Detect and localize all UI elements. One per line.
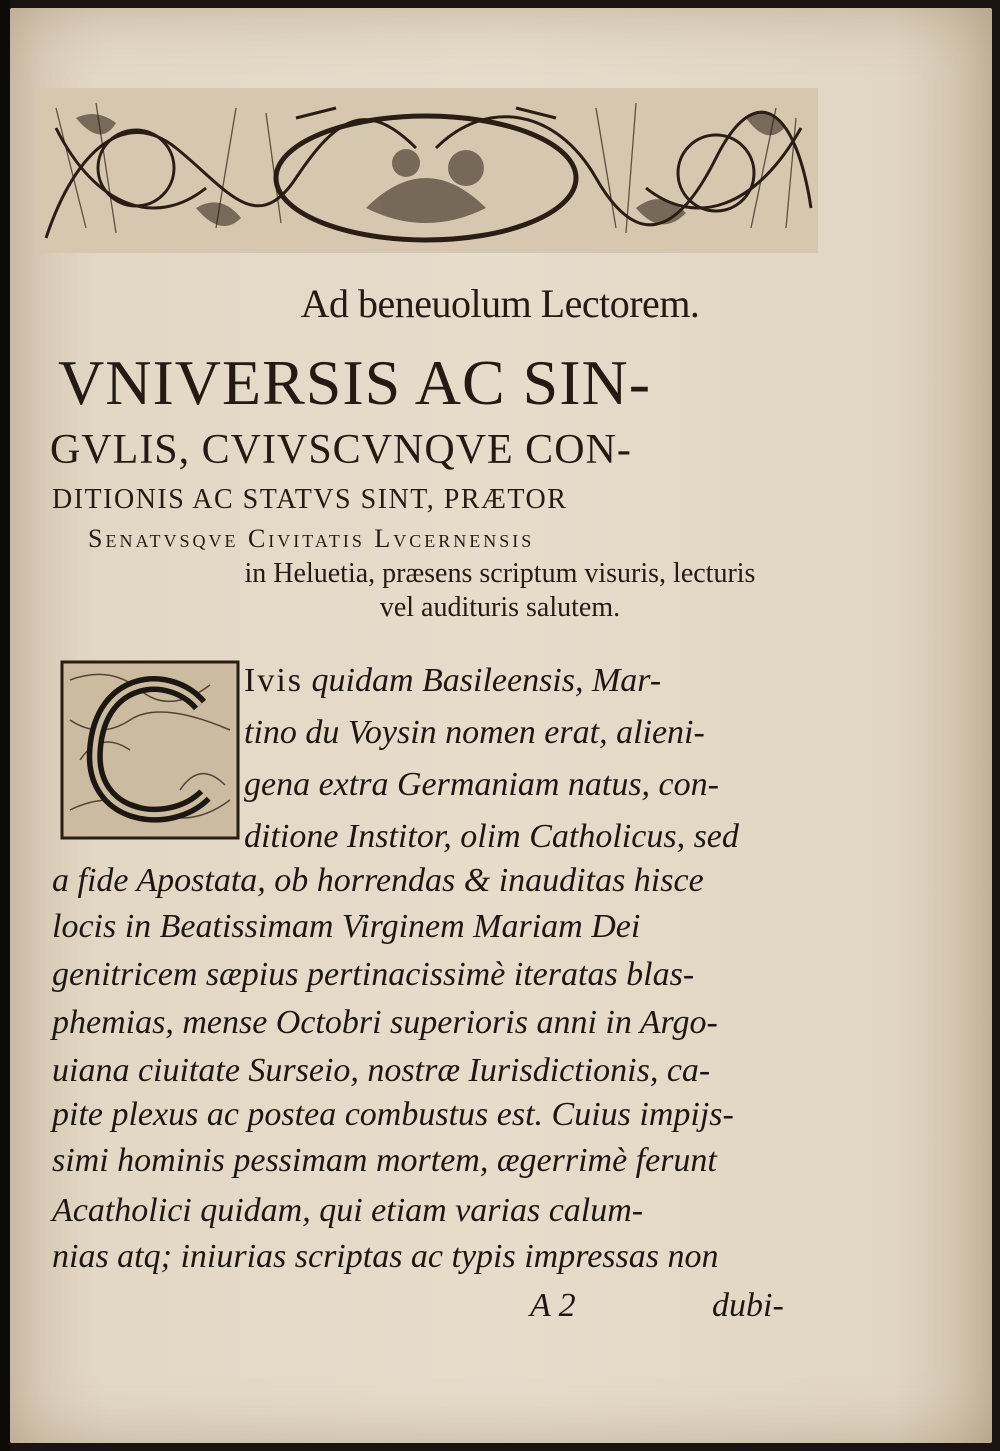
body-line-3: gena extra Germaniam natus, con- (244, 766, 719, 803)
body-line-12: Acatholici quidam, qui etiam varias calum- (52, 1192, 644, 1229)
ornamental-headpiece (36, 88, 818, 253)
body-line-8: phemias, mense Octobri superioris anni in Argo- (52, 1004, 718, 1041)
body-line-4: ditione Institor, olim Catholicus, sed (244, 818, 739, 855)
body-line-1-caps: Ivis (244, 662, 303, 699)
title-line-2: GVLIS, CVIVSCVNQVE CON- (50, 427, 632, 473)
body-line-2: tino du Voysin nomen erat, alieni- (244, 714, 705, 751)
woodcut-initial-c (60, 660, 240, 840)
address-to-reader: Ad beneuolum Lectorem. (300, 281, 700, 326)
body-line-1-text: quidam Basileensis, Mar- (311, 662, 662, 699)
title-line-5: in Heluetia, præsens scriptum visuris, lecturis (244, 558, 756, 589)
body-line-10: pite plexus ac postea combustus est. Cuius impijs- (52, 1096, 734, 1133)
signature-mark: A 2 (530, 1287, 576, 1324)
body-line-1 (244, 662, 661, 700)
body-line-6: locis in Beatissimam Virginem Mariam Dei (52, 908, 641, 945)
body-line-9: uiana ciuitate Surseio, nostræ Iurisdictionis, ca- (52, 1052, 711, 1089)
title-line-1: VNIVERSIS AC SIN- (58, 347, 652, 418)
body-line-13: nias atq; iniurias scriptas ac typis impressas non (52, 1238, 719, 1275)
body-line-5: a fide Apostata, ob horrendas & inauditas hisce (52, 862, 704, 899)
body-line-7: genitricem sæpius pertinacissimè iteratas blas- (52, 956, 695, 993)
title-line-3: DITIONIS AC STATVS SINT, PRÆTOR (52, 484, 568, 515)
catchword: dubi- (712, 1287, 784, 1324)
title-line-6: vel audituris salutem. (379, 592, 621, 623)
book-spine-shadow (0, 0, 10, 1451)
title-line-4: Senatvsqve Civitatis Lvcernensis (88, 524, 535, 553)
body-line-11: simi hominis pessimam mortem, ægerrimè ferunt (52, 1142, 717, 1179)
